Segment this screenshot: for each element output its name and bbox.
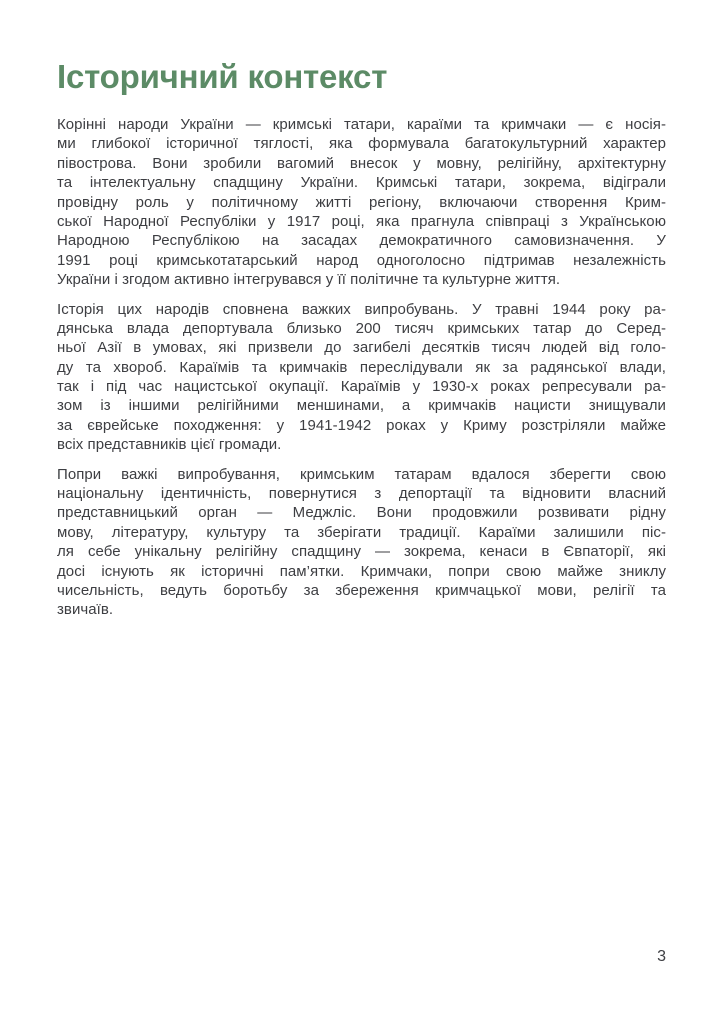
text-line: Історія цих народів сповнена важких випробувань. У травні 1944 року ра- [57, 300, 666, 318]
page-number: 3 [657, 948, 666, 965]
text-line: Попри важкі випробування, кримським татарам вдалося зберегти свою [57, 465, 666, 483]
text-line: представницький орган — Меджліс. Вони продовжили розвивати рідну [57, 504, 666, 522]
text-line: Корінні народи України — кримські татари, караїми та кримчаки — є носія- [57, 116, 666, 133]
text-line: досі існують як історичні пам’ятки. Кримчаки, попри свою майже зниклу [57, 562, 666, 580]
text-line: 1991 році кримськотатарський народ одноголосно підтримав незалежність [57, 251, 666, 269]
page-title: Історичний контекст [57, 58, 388, 95]
text-line: мову, літературу, культуру та зберігати традиції. Караїми залишили піс- [57, 523, 666, 541]
text-line: Народною Республікою на засадах демократичного самовизначення. У [57, 232, 666, 250]
text-line: дянська влада депортувала близько 200 тисяч кримських татар до Серед- [57, 319, 666, 337]
text-line: ми глибокої історичної тяглості, яка формувала багатокультурний характер [57, 135, 666, 153]
text-line: національну ідентичність, повернутися з депортації та відновити власний [57, 485, 666, 503]
text-line: та інтелектуальну спадщину України. Кримські татари, зокрема, відіграли [57, 174, 666, 192]
text-line: ньої Азії в умовах, які призвели до загибелі десятків тисяч людей від голо- [57, 339, 666, 357]
text-line: провідну роль у політичному житті регіону, включаючи створення Крим- [57, 193, 666, 211]
text-line: звичаїв. [57, 601, 114, 619]
paragraph [57, 300, 666, 455]
text-line: ської Народної Республіки у 1917 році, яка прагнула співпраці з Українською [57, 212, 666, 230]
text-line: півострова. Вони зробили вагомий внесок у мовну, релігійну, архітектурну [57, 154, 666, 172]
paragraph [57, 115, 666, 290]
text-line: ля себе унікальну релігійну спадщину — зокрема, кенаси в Євпаторії, які [57, 543, 666, 561]
text-line: так і під час нацистської окупації. Караїмів у 1930-х роках репресували ра- [57, 378, 666, 396]
text-line: за єврейське походження: у 1941-1942 роках у Криму розстріляли майже [57, 416, 666, 434]
text-line: України і згодом активно інтегрувався у її політичне та культурне життя. [57, 271, 561, 289]
text-line: чисельність, ведуть боротьбу за збереження кримчацької мови, релігії та [57, 581, 666, 599]
text-line: всіх представників цієї громади. [57, 436, 282, 454]
document-body [57, 115, 666, 620]
paragraph [57, 465, 666, 620]
text-line: ду та хвороб. Караїмів та кримчаків переслідували як за радянської влади, [57, 358, 666, 376]
text-line: зом із іншими релігійними меншинами, а кримчаків нацисти знищували [57, 397, 666, 415]
